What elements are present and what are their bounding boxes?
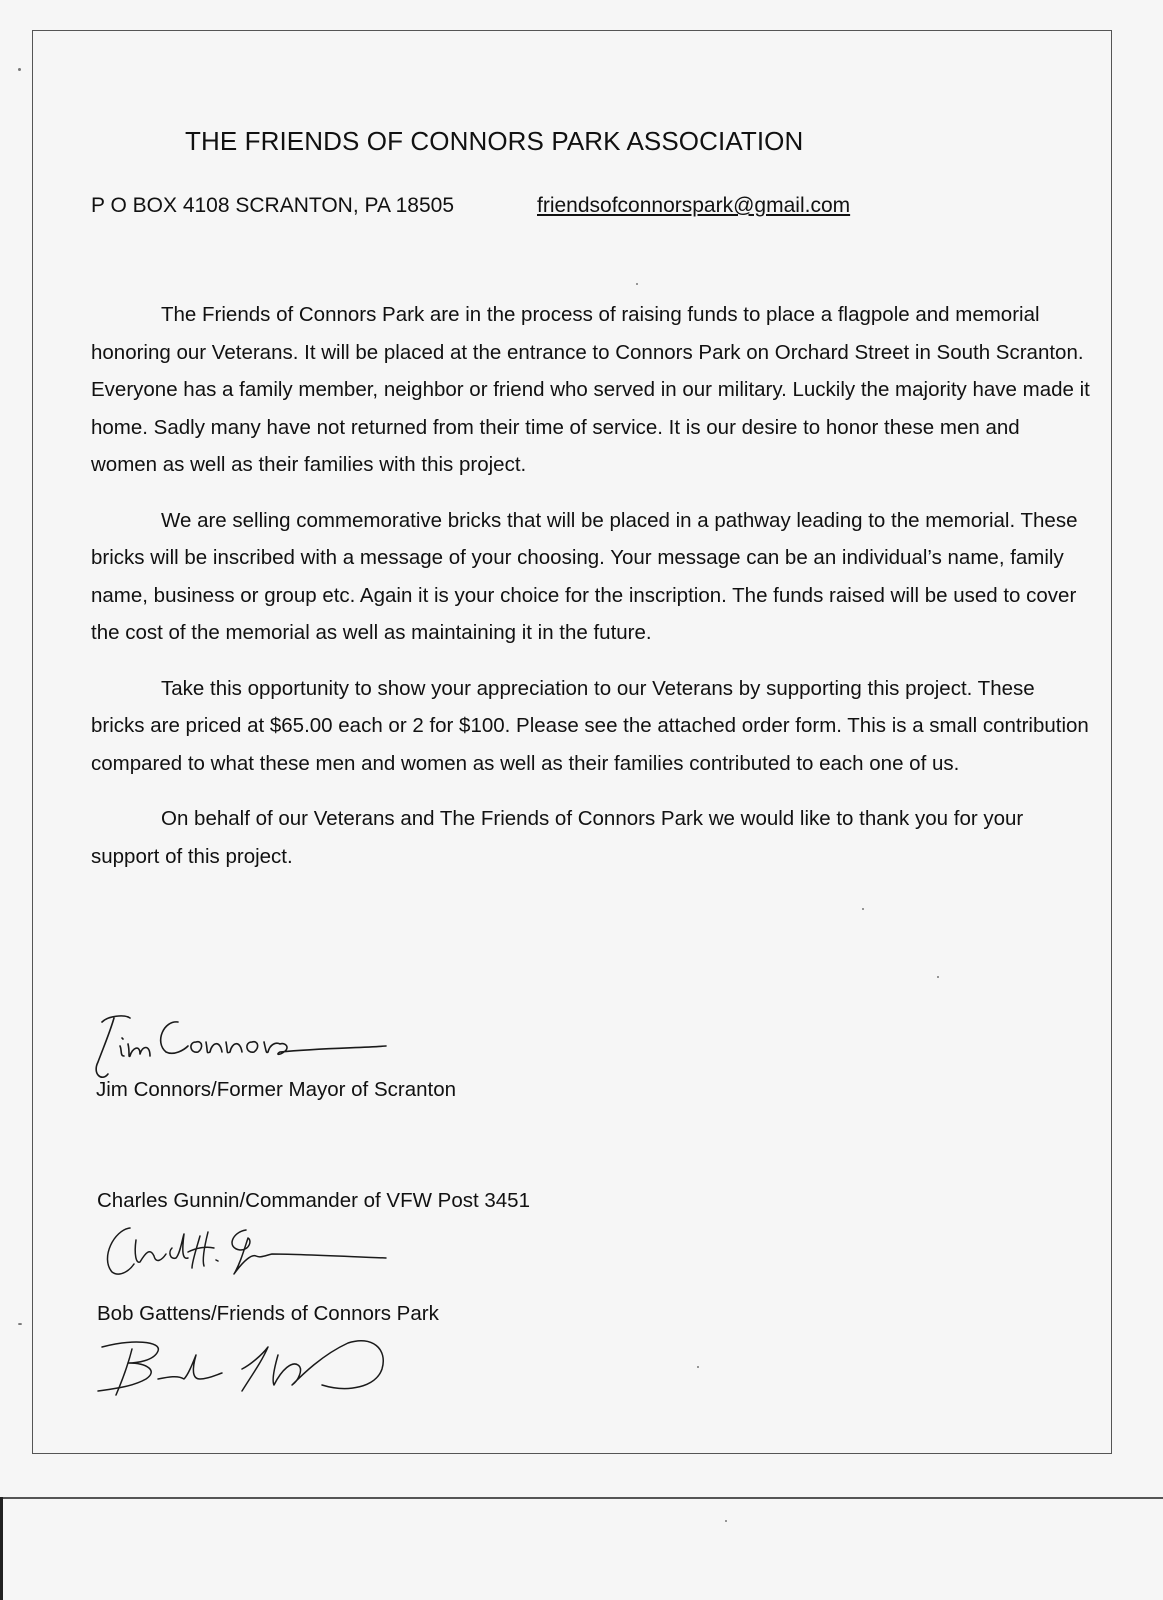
scan-speck [725,1520,727,1522]
paragraph-3: Take this opportunity to show your appreciation to our Veterans by supporting this project. These bricks are priced at $65.00 each or 2 for $100. Please see the attached order form. This is a small contribution compared to what these men and women as well as their families contributed to each one of us. [91,676,1089,775]
paragraph-2: We are selling commemorative bricks that will be placed in a pathway leading to the memorial. These bricks will be inscribed with a message of your choosing. Your message can be an individual’s name, family name, business or group etc. Again it is your choice for the inscription. The funds raised will be used to cover the cost of the memorial as well as maintaining it in the future. [91,508,1078,644]
paragraph-1: The Friends of Connors Park are in the process of raising funds to place a flagpole and memorial honoring our Veterans. It will be placed at the entrance to Connors Park on Orchard Street in South Scranton. Everyone has a family member, neighbor or friend who served in our military. Luckily the majority have made it home. Sadly many have not returned from their time of service. It is our desire to honor these men and women as well as their families with this project. [91,303,1090,476]
signature-label-bob-gattens: Bob Gattens/Friends of Connors Park [97,1302,439,1325]
scan-speck [18,68,21,71]
letterhead-address: P O BOX 4108 SCRANTON, PA 18505 [91,194,455,217]
signature-label-charles-gunnin: Charles Gunnin/Commander of VFW Post 3451 [97,1189,530,1212]
signature-charles-gunnin [96,1220,396,1290]
letterhead-title: THE FRIENDS OF CONNORS PARK ASSOCIATION [185,126,804,156]
scan-bottom-edge [0,1497,1163,1499]
scan-left-edge [0,1497,3,1600]
letterhead-email-link[interactable]: friendsofconnorspark@gmail.com [537,194,851,217]
signature-label-jim-connors: Jim Connors/Former Mayor of Scranton [96,1078,457,1101]
letter-body [91,296,1091,893]
paragraph-4: On behalf of our Veterans and The Friends of Connors Park we would like to thank you for your support of this project. [91,807,1024,868]
scan-speck [18,1323,22,1325]
signature-bob-gattens [92,1335,402,1405]
